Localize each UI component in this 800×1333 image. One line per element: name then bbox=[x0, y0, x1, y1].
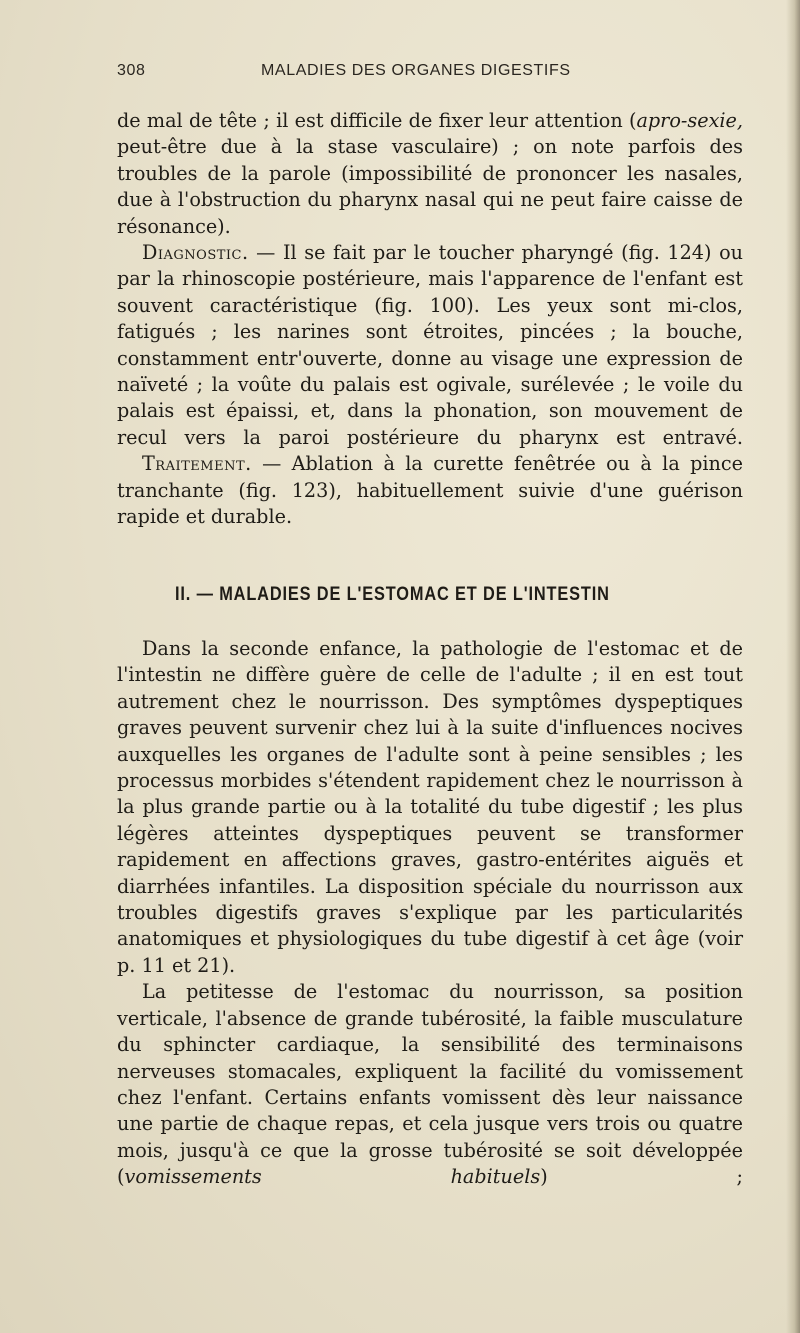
traitement-label: Traitement. bbox=[142, 452, 252, 476]
intro-text-c: peut-être due à la stase vasculaire) ; on note parfois des troubles de la parole (impossibilité de prononcer les nasales, due à l'obstruction du pharynx nasal qui ne peut faire caisse de résonance). bbox=[117, 135, 743, 238]
page-edge-shadow bbox=[786, 0, 800, 1333]
paragraph-intro bbox=[117, 108, 743, 240]
section-heading: II. — MALADIES DE L'ESTOMAC ET DE L'INTESTIN bbox=[175, 584, 610, 605]
text-block-top bbox=[117, 108, 743, 531]
intro-term-aprosexie: apro-sexie, bbox=[636, 109, 743, 132]
running-title: MALADIES DES ORGANES DIGESTIFS bbox=[261, 62, 571, 79]
p2-text-c: ) ; bbox=[540, 1165, 743, 1189]
intro-text-a: de mal de tête ; il est difficile de fixer leur attention ( bbox=[117, 109, 637, 132]
traitement-text: — Ablation à la curette fenêtrée ou à la pince tranchante (fig. 123), habituellement suivie d'une guérison rapide et durable. bbox=[117, 452, 743, 529]
text-block-bottom bbox=[117, 636, 743, 1191]
page-number: 308 bbox=[117, 62, 146, 79]
paragraph-stomach-2 bbox=[117, 979, 743, 1190]
p2-text-a: La petitesse de l'estomac du nourrisson, sa position verticale, l'absence de grande tubérosité, la faible musculature du sphincter cardiaque, la sensibilité des terminaisons nerveuses stomacales, expliquent la facilité du vomissement chez l'enfant. Certains enfants vomissent dès leur naissance une partie de chaque repas, et cela jusque vers trois ou quatre mois, jusqu'à ce que la grosse tubérosité se soit développée ( bbox=[117, 980, 743, 1189]
running-header bbox=[117, 62, 743, 88]
diagnostic-label: Diagnostic. bbox=[142, 241, 249, 265]
p2-term-vomissements: vomissements habituels bbox=[124, 1165, 541, 1189]
diagnostic-text: — Il se fait par le toucher pharyngé (fig. 124) ou par la rhinoscopie postérieure, mais l'apparence de l'enfant est souvent caractéristique (fig. 100). Les yeux sont mi-clos, fatigués ; les narines sont étroites, pincées ; la bouche, constamment entr'ouverte, donne au visage une expression de naïveté ; la voûte du palais est ogivale, surélevée ; le voile du palais est épaissi, et, dans la phonation, son mouvement de recul vers la paroi postérieure du pharynx est entravé. bbox=[117, 241, 743, 449]
paragraph-diagnostic bbox=[117, 240, 743, 451]
paragraph-stomach-1: Dans la seconde enfance, la pathologie de l'estomac et de l'intestin ne diffère guère de celle de l'adulte ; il en est tout autrement chez le nourrisson. Des symptômes dyspeptiques graves peuvent survenir chez lui à la suite d'influences nocives auxquelles les organes de l'adulte sont à peine sensibles ; les processus morbides s'étendent rapidement chez le nourrisson à la plus grande partie ou à la totalité du tube digestif ; les plus légères atteintes dyspeptiques peuvent se transformer rapidement en affections graves, gastro-entérites aiguës et diarrhées infantiles. La disposition spéciale du nourrisson aux troubles digestifs graves s'explique par les particularités anatomiques et physiologiques du tube digestif à cet âge (voir p. 11 et 21). bbox=[117, 637, 743, 977]
paragraph-traitement bbox=[117, 451, 743, 530]
